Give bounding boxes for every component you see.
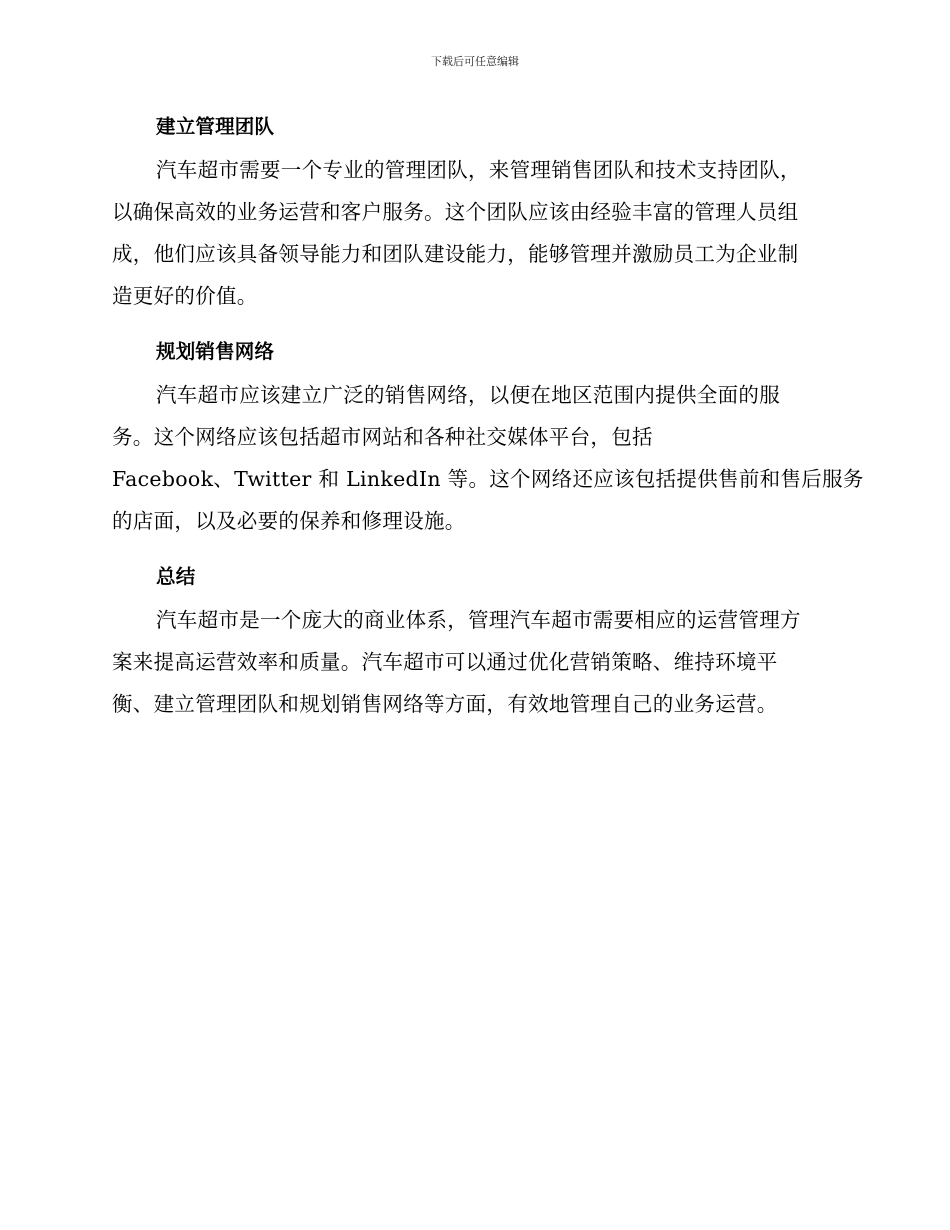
section-heading: 总结: [156, 565, 196, 588]
paragraph-line: 汽车超市是一个庞大的商业体系，管理汽车超市需要相应的运营管理方: [156, 608, 801, 632]
paragraph-line: 衡、建立管理团队和规划销售网络等方面，有效地管理自己的业务运营。: [112, 692, 778, 716]
paragraph-line: 汽车超市需要一个专业的管理团队，来管理销售团队和技术支持团队，: [156, 158, 801, 182]
paragraph-line: 务。这个网络应该包括超市网站和各种社交媒体平台，包括: [112, 425, 653, 449]
section-sales-network: [112, 333, 864, 542]
paragraph-line: 案来提高运营效率和质量。汽车超市可以通过优化营销策略、维持环境平: [112, 650, 778, 674]
paragraph-line: Facebook、Twitter 和 LinkedIn 等。这个网络还应该包括提供售前和售后服务: [112, 467, 864, 491]
document-content: [112, 108, 864, 741]
section-paragraph: [112, 374, 864, 542]
paragraph-line: 造更好的价值。: [112, 284, 258, 308]
paragraph-line: 成，他们应该具备领导能力和团队建设能力，能够管理并激励员工为企业制: [112, 242, 799, 266]
section-paragraph: [112, 149, 830, 317]
section-summary: [112, 558, 830, 725]
section-heading: 建立管理团队: [156, 115, 275, 138]
paragraph-line: 汽车超市应该建立广泛的销售网络，以便在地区范围内提供全面的服: [156, 383, 780, 407]
section-heading: 规划销售网络: [156, 340, 275, 363]
paragraph-line: 以确保高效的业务运营和客户服务。这个团队应该由经验丰富的管理人员组: [112, 200, 799, 224]
paragraph-line: 的店面，以及必要的保养和修理设施。: [112, 509, 466, 533]
section-management-team: [112, 108, 830, 317]
page-header: 下载后可任意编辑: [431, 55, 519, 68]
section-paragraph: [112, 599, 830, 725]
